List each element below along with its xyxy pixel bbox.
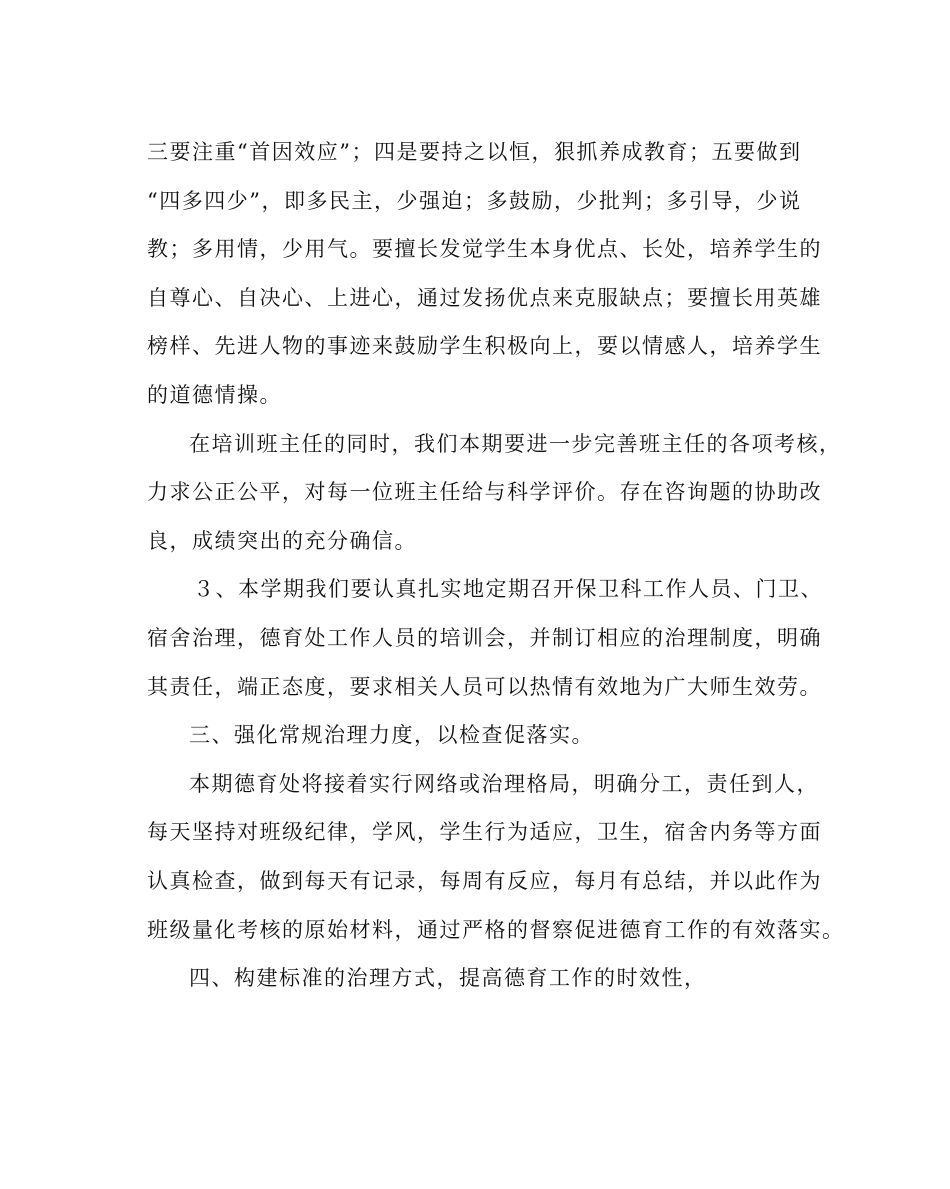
- text-line: 自尊心、自决心、上进心，通过发扬优点来克服缺点；要擅长用英雄: [147, 285, 822, 310]
- text-line: ３、本学期我们要认真扎实地定期召开保卫科工作人员、门卫、: [193, 577, 823, 602]
- text-line: 宿舍治理，德育处工作人员的培训会，并制订相应的治理制度，明确: [147, 625, 822, 650]
- text-line: 三要注重“首因效应”；四是要持之以恒，狠抓养成教育；五要做到: [147, 140, 802, 164]
- text-line: 三、强化常规治理力度，以检查促落实。: [189, 723, 594, 748]
- text-line: 本期德育处将接着实行网络或治理格局，明确分工，责任到人，: [189, 771, 819, 796]
- text-line: 四、构建标准的治理方式，提高德育工作的时效性，: [189, 966, 707, 991]
- text-line: 班级量化考核的原始材料，通过严格的督察促进德育工作的有效落实。: [147, 917, 845, 942]
- text-line: “四多四少”，即多民主，少强迫；多鼓励，少批判；多引导，少说: [147, 188, 802, 213]
- text-line: 认真检查，做到每天有记录，每周有反应，每月有总结，并以此作为: [147, 868, 822, 893]
- document-body: [147, 128, 845, 1003]
- text-line: 其责任，端正态度，要求相关人员可以热情有效地为广大师生效劳。: [147, 674, 822, 699]
- text-line: 力求公正公平，对每一位班主任给与科学评价。存在咨询题的协助改: [147, 480, 822, 505]
- text-line: 良，成绩突出的充分确信。: [147, 528, 417, 553]
- text-line: 每天坚持对班级纪律，学风，学生行为适应，卫生，宿舍内务等方面: [147, 820, 822, 845]
- text-line: 榜样、先进人物的事迹来鼓励学生积极向上，要以情感人，培养学生: [147, 334, 822, 359]
- text-line: 在培训班主任的同时，我们本期要进一步完善班主任的各项考核，: [189, 431, 842, 456]
- text-line: 教；多用情，少用气。要擅长发觉学生本身优点、长处，培养学生的: [147, 237, 822, 262]
- text-line: 的道德情操。: [147, 382, 282, 407]
